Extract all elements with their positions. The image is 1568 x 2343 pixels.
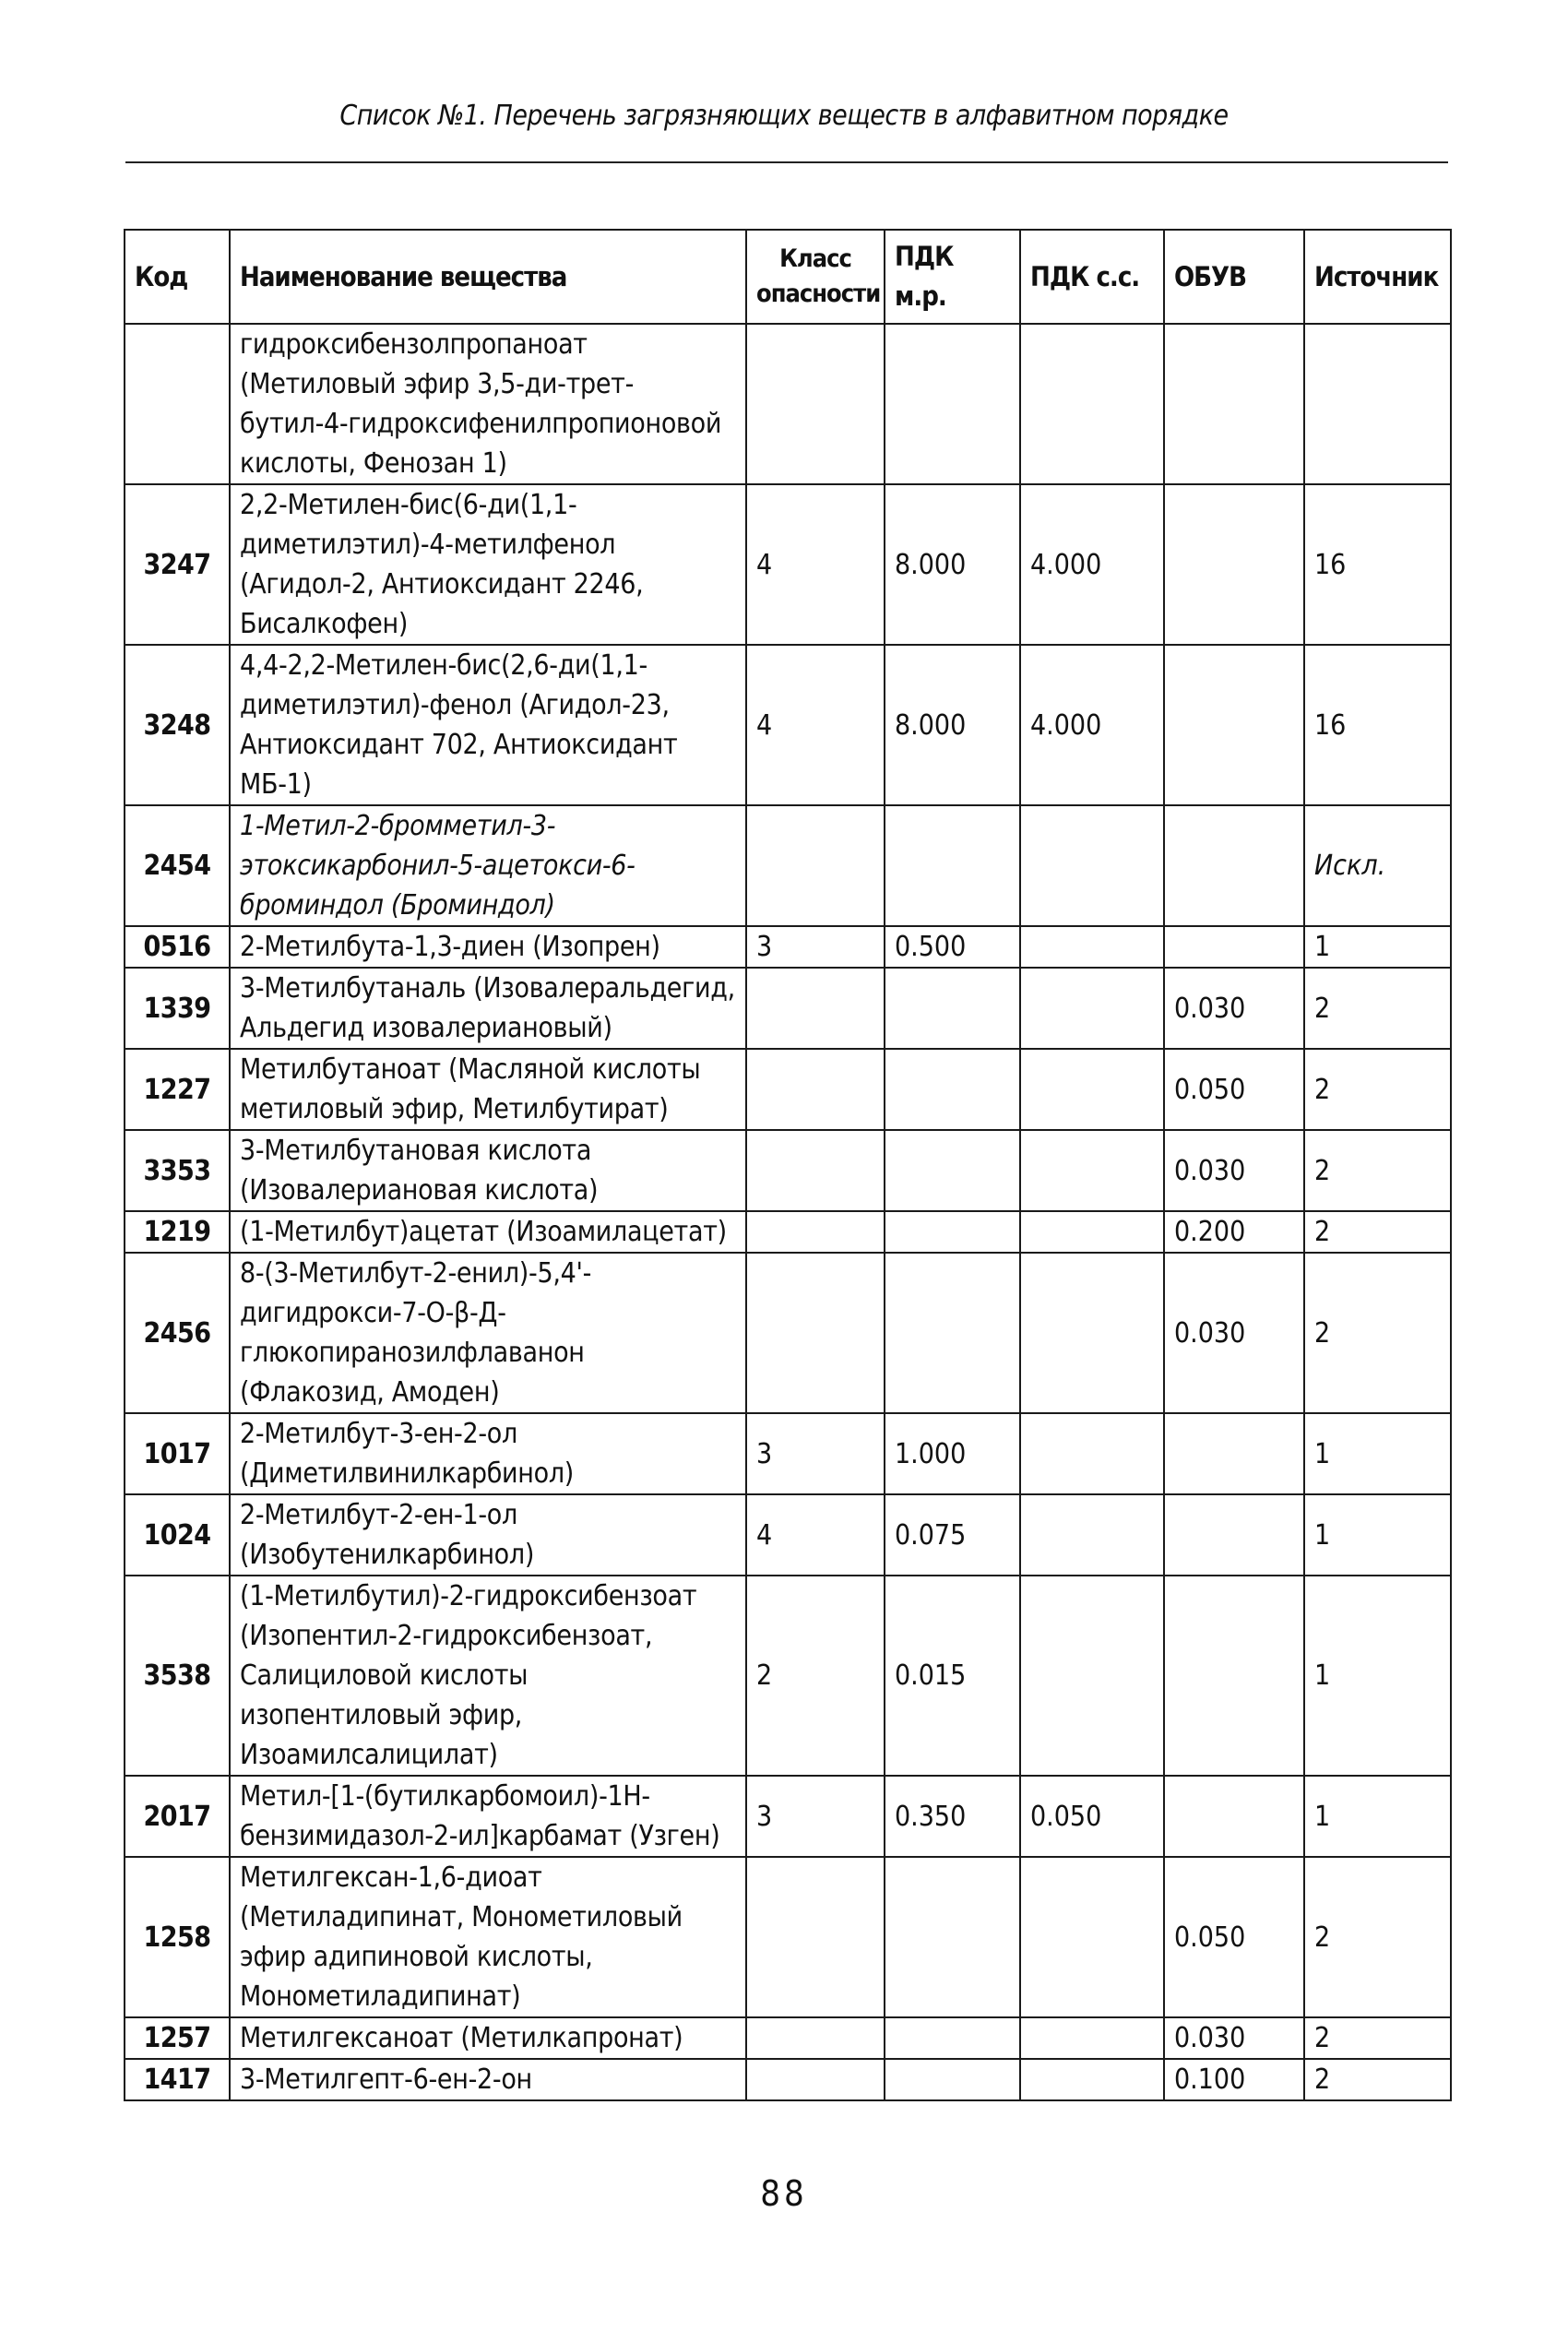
cell-source: Искл. [1304, 805, 1451, 926]
cell-hazard-class: 4 [746, 645, 885, 805]
cell-source: 2 [1304, 2059, 1451, 2100]
cell-name: 3-Метилгепт-6-ен-2-он [230, 2059, 746, 2100]
column-header-pdk-mr: ПДК м.р. [885, 230, 1020, 324]
cell-pdk-ss: 4.000 [1020, 645, 1164, 805]
column-header-obuv: ОБУВ [1164, 230, 1304, 324]
cell-source: 1 [1304, 1413, 1451, 1494]
table-row [125, 1857, 1451, 2017]
column-header-hazard-class: Класс опасности [746, 230, 885, 324]
cell-obuv [1164, 645, 1304, 805]
substances-table [124, 229, 1452, 2101]
cell-pdk-mr [885, 1211, 1020, 1253]
table-row [125, 968, 1451, 1049]
cell-hazard-class [746, 968, 885, 1049]
cell-hazard-class [746, 2017, 885, 2059]
cell-name: Метил-[1-(бутилкарбомоил)-1Н-бензимидазол-2-ил]карбамат (Узген) [230, 1776, 746, 1857]
cell-obuv [1164, 805, 1304, 926]
cell-name: 4,4-2,2-Метилен-бис(2,6-ди(1,1-диметилэтил)-фенол (Агидол-23, Антиоксидант 702, Антиоксидант МБ-1) [230, 645, 746, 805]
cell-name: 8-(3-Метилбут-2-енил)-5,4'-дигидрокси-7-О-β-Д-глюкопиранозилфлаванон (Флакозид, Амоден) [230, 1253, 746, 1413]
cell-hazard-class [746, 1253, 885, 1413]
cell-source: 16 [1304, 484, 1451, 645]
table-row [125, 2059, 1451, 2100]
cell-obuv [1164, 926, 1304, 968]
cell-source: 1 [1304, 1494, 1451, 1576]
cell-pdk-mr: 0.500 [885, 926, 1020, 968]
table-row [125, 1576, 1451, 1776]
cell-name: 3-Метилбутановая кислота (Изовалериановая кислота) [230, 1130, 746, 1211]
cell-source: 2 [1304, 2017, 1451, 2059]
cell-code: 2454 [125, 805, 230, 926]
cell-hazard-class [746, 1211, 885, 1253]
cell-source: 1 [1304, 926, 1451, 968]
cell-name: Метилбутаноат (Масляной кислоты метиловый эфир, Метилбутират) [230, 1049, 746, 1130]
cell-code: 3248 [125, 645, 230, 805]
table-row [125, 324, 1451, 484]
cell-hazard-class: 3 [746, 926, 885, 968]
table-row [125, 1494, 1451, 1576]
cell-obuv [1164, 1494, 1304, 1576]
cell-source [1304, 324, 1451, 484]
cell-code: 1024 [125, 1494, 230, 1576]
cell-obuv [1164, 484, 1304, 645]
cell-hazard-class: 2 [746, 1576, 885, 1776]
table-header-row [125, 230, 1451, 324]
column-header-pdk-ss: ПДК с.с. [1020, 230, 1164, 324]
column-header-source: Источник [1304, 230, 1451, 324]
table-row [125, 484, 1451, 645]
table-body [125, 324, 1451, 2100]
cell-pdk-mr: 0.015 [885, 1576, 1020, 1776]
cell-name: 2-Метилбут-2-ен-1-ол (Изобутенилкарбинол) [230, 1494, 746, 1576]
cell-pdk-mr [885, 2017, 1020, 2059]
cell-source: 2 [1304, 1130, 1451, 1211]
table-row [125, 805, 1451, 926]
cell-hazard-class: 4 [746, 1494, 885, 1576]
cell-code: 3538 [125, 1576, 230, 1776]
cell-obuv [1164, 1413, 1304, 1494]
cell-pdk-mr [885, 2059, 1020, 2100]
table-row [125, 926, 1451, 968]
cell-obuv: 0.050 [1164, 1857, 1304, 2017]
cell-code: 0516 [125, 926, 230, 968]
table-row [125, 1130, 1451, 1211]
cell-hazard-class [746, 1857, 885, 2017]
cell-name: (1-Метилбут)ацетат (Изоамилацетат) [230, 1211, 746, 1253]
cell-code: 2017 [125, 1776, 230, 1857]
cell-hazard-class: 3 [746, 1776, 885, 1857]
cell-name: 3-Метилбутаналь (Изовалеральдегид, Альдегид изовалериановый) [230, 968, 746, 1049]
cell-hazard-class: 4 [746, 484, 885, 645]
cell-source: 2 [1304, 968, 1451, 1049]
cell-obuv: 0.100 [1164, 2059, 1304, 2100]
cell-pdk-mr [885, 805, 1020, 926]
page-number: 88 [760, 2173, 808, 2214]
cell-obuv: 0.030 [1164, 968, 1304, 1049]
cell-pdk-ss [1020, 805, 1164, 926]
table-row [125, 1776, 1451, 1857]
cell-pdk-ss [1020, 1494, 1164, 1576]
cell-pdk-ss [1020, 1253, 1164, 1413]
cell-code: 1258 [125, 1857, 230, 2017]
cell-obuv: 0.030 [1164, 1253, 1304, 1413]
cell-obuv: 0.030 [1164, 1130, 1304, 1211]
cell-name: 2,2-Метилен-бис(6-ди(1,1-диметилэтил)-4-метилфенол (Агидол-2, Антиоксидант 2246, Бисалкофен) [230, 484, 746, 645]
table-row [125, 1253, 1451, 1413]
cell-pdk-mr [885, 324, 1020, 484]
header-divider [125, 161, 1448, 163]
cell-pdk-mr [885, 1049, 1020, 1130]
cell-pdk-ss [1020, 1130, 1164, 1211]
table-row [125, 645, 1451, 805]
cell-hazard-class [746, 324, 885, 484]
cell-pdk-mr: 1.000 [885, 1413, 1020, 1494]
cell-pdk-ss: 4.000 [1020, 484, 1164, 645]
cell-code: 1219 [125, 1211, 230, 1253]
table-row [125, 1049, 1451, 1130]
cell-pdk-ss [1020, 1857, 1164, 2017]
cell-hazard-class [746, 805, 885, 926]
cell-source: 1 [1304, 1576, 1451, 1776]
cell-pdk-ss [1020, 1049, 1164, 1130]
cell-pdk-mr: 0.350 [885, 1776, 1020, 1857]
cell-pdk-ss [1020, 2059, 1164, 2100]
cell-code: 1227 [125, 1049, 230, 1130]
cell-pdk-ss: 0.050 [1020, 1776, 1164, 1857]
cell-pdk-mr [885, 1130, 1020, 1211]
cell-obuv: 0.200 [1164, 1211, 1304, 1253]
cell-name: гидроксибензолпропаноат (Метиловый эфир 3,5-ди-трет-бутил-4-гидроксифенилпропионовой кислоты, Фенозан 1) [230, 324, 746, 484]
cell-pdk-mr [885, 968, 1020, 1049]
column-header-code: Код [125, 230, 230, 324]
cell-hazard-class [746, 1130, 885, 1211]
cell-code: 1017 [125, 1413, 230, 1494]
cell-pdk-ss [1020, 1576, 1164, 1776]
cell-source: 2 [1304, 1211, 1451, 1253]
cell-obuv [1164, 1776, 1304, 1857]
cell-name: 2-Метилбута-1,3-диен (Изопрен) [230, 926, 746, 968]
cell-source: 1 [1304, 1776, 1451, 1857]
table-header [125, 230, 1451, 324]
cell-pdk-mr: 8.000 [885, 645, 1020, 805]
cell-code: 2456 [125, 1253, 230, 1413]
cell-obuv: 0.030 [1164, 2017, 1304, 2059]
cell-pdk-ss [1020, 324, 1164, 484]
cell-pdk-ss [1020, 2017, 1164, 2059]
cell-code: 3247 [125, 484, 230, 645]
cell-obuv [1164, 324, 1304, 484]
cell-source: 2 [1304, 1857, 1451, 2017]
cell-pdk-ss [1020, 1211, 1164, 1253]
cell-pdk-mr: 0.075 [885, 1494, 1020, 1576]
column-header-name: Наименование вещества [230, 230, 746, 324]
cell-source: 16 [1304, 645, 1451, 805]
cell-pdk-mr: 8.000 [885, 484, 1020, 645]
cell-code [125, 324, 230, 484]
cell-code: 3353 [125, 1130, 230, 1211]
cell-hazard-class [746, 2059, 885, 2100]
cell-hazard-class [746, 1049, 885, 1130]
cell-name: Метилгексаноат (Метилкапронат) [230, 2017, 746, 2059]
cell-name: 2-Метилбут-3-ен-2-ол (Диметилвинилкарбинол) [230, 1413, 746, 1494]
cell-obuv: 0.050 [1164, 1049, 1304, 1130]
table-row [125, 1211, 1451, 1253]
page-title: Список №1. Перечень загрязняющих веществ в алфавитном порядке [339, 100, 1229, 132]
cell-pdk-mr [885, 1857, 1020, 2017]
cell-source: 2 [1304, 1049, 1451, 1130]
table-row [125, 2017, 1451, 2059]
cell-hazard-class: 3 [746, 1413, 885, 1494]
cell-pdk-ss [1020, 1413, 1164, 1494]
cell-name: (1-Метилбутил)-2-гидроксибензоат (Изопентил-2-гидроксибензоат, Салициловой кислоты изопентиловый эфир, Изоамилсалицилат) [230, 1576, 746, 1776]
cell-pdk-mr [885, 1253, 1020, 1413]
cell-code: 1339 [125, 968, 230, 1049]
cell-name: Метилгексан-1,6-диоат (Метиладипинат, Монометиловый эфир адипиновой кислоты, Монометиладипинат) [230, 1857, 746, 2017]
cell-source: 2 [1304, 1253, 1451, 1413]
cell-pdk-ss [1020, 926, 1164, 968]
table-row [125, 1413, 1451, 1494]
cell-obuv [1164, 1576, 1304, 1776]
cell-pdk-ss [1020, 968, 1164, 1049]
cell-name: 1-Метил-2-бромметил-3-этоксикарбонил-5-ацетокси-6-броминдол (Броминдол) [230, 805, 746, 926]
cell-code: 1257 [125, 2017, 230, 2059]
cell-code: 1417 [125, 2059, 230, 2100]
